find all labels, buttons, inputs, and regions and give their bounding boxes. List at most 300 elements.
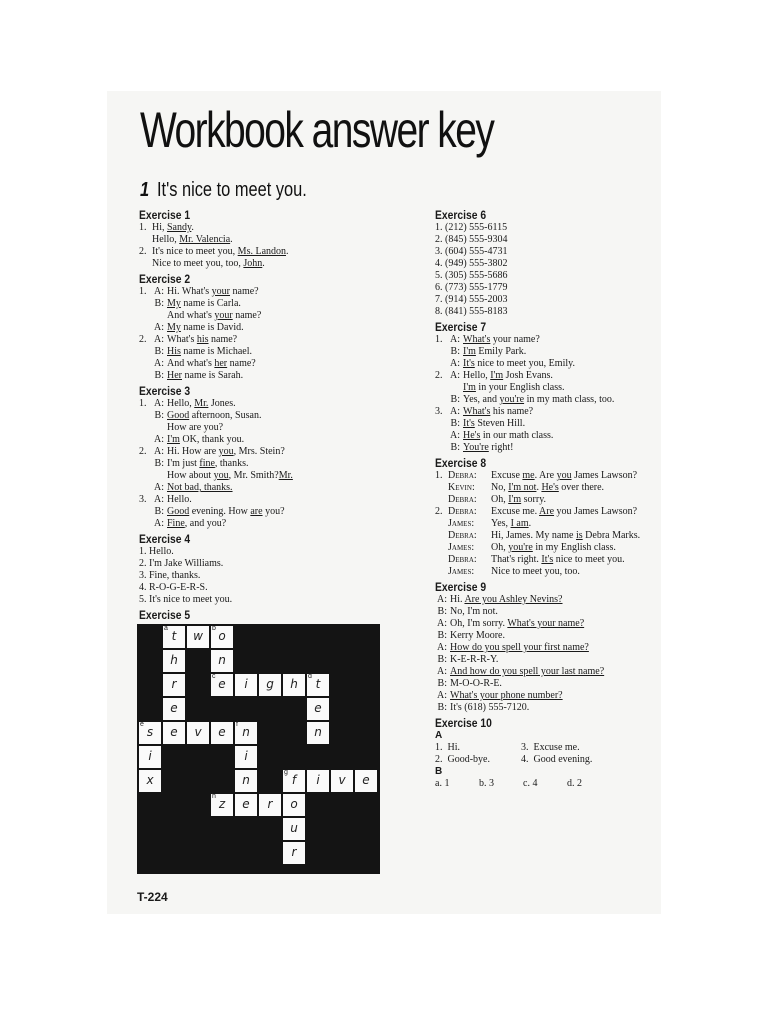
answer-line [435,382,665,394]
answer-line: 4. (949) 555-3802 [435,258,508,269]
clue-number: f [236,721,238,728]
exercise-10-part-b [435,778,665,790]
answer-line [435,630,665,642]
crossword-letter: t [315,677,321,691]
clue-number: c [212,673,216,680]
underlined-answer: My [167,322,181,333]
crossword-letter: f [291,773,297,787]
answer-text: Nice to meet you, too. [491,566,580,577]
answer-text: name? [208,334,238,345]
crossword-letter: e [170,725,178,739]
item-number: 2. [139,334,147,345]
underlined-answer: He's [541,482,559,493]
answer-text: name is David. [180,322,244,333]
answer-line [139,410,411,422]
answer-text: . [262,258,265,269]
answer-text: James Lawson? [571,470,638,481]
crossword-letter: e [362,773,370,787]
underlined-answer: John [243,258,263,269]
item-number: 3. [435,406,443,417]
item-number: 2. [139,246,147,257]
speaker-label: James: [448,518,475,529]
item-number: 2. [139,446,147,457]
crossword-letter: o [218,629,226,643]
item-number: 1. [139,286,147,297]
answer-text: Emily Park. [475,346,527,357]
underlined-answer: his [196,334,209,345]
answer-item: 4. Good evening. [521,754,593,765]
answer-line [139,470,411,482]
speaker-label: B: [437,630,447,641]
underlined-answer: What's your name? [507,618,585,629]
speaker-label: B: [450,346,460,357]
speaker-label: A: [450,370,460,381]
underlined-answer: is [576,530,583,541]
answer-text: Hello, [463,370,491,381]
answer-item: 3. Excuse me. [521,742,580,753]
speaker-label: A: [450,430,460,441]
underlined-answer: Sandy [167,222,192,233]
speaker-label: B: [154,346,164,357]
underlined-answer: I'm not [508,482,537,493]
page-number: T-224 [137,890,168,904]
answer-text: his name? [490,406,534,417]
crossword-cell [139,722,161,744]
speaker-label: B: [437,654,447,665]
answer-text: over there. [558,482,605,493]
underlined-answer: you [218,446,234,457]
crossword-cell [211,794,233,816]
answer-line: 8. (841) 555-8183 [435,306,508,317]
underlined-answer: What's [463,334,491,345]
answer-text: Jones. [208,398,236,409]
answer-text: Oh, [491,494,509,505]
exercise-10-part-b-label: B [435,766,443,777]
answer-line [435,394,665,406]
underlined-answer: me [522,470,535,481]
speaker-label: Debra: [448,470,477,481]
crossword-letter: n [314,725,322,739]
underlined-answer: Mr. Valencia [179,234,231,245]
answer-line [139,358,411,370]
exercise-10-part-a-label: A [435,730,443,741]
crossword-letter: u [290,821,298,835]
crossword-cell [307,770,329,792]
answer-line [435,690,665,702]
crossword-letter: i [148,749,152,763]
answer-line: 4. R-O-G-E-R-S. [139,582,208,593]
speaker-label: B: [450,394,460,405]
crossword-letter: v [194,725,202,739]
answer-line [139,298,411,310]
underlined-answer: I'm [490,370,504,381]
speaker-label: A: [154,446,164,457]
speaker-label: B: [154,506,164,517]
answer-text: name? [232,310,262,321]
answer-line [435,642,665,654]
answer-text: Yes, [491,518,511,529]
crossword-letter: e [242,797,250,811]
crossword-cell [163,650,185,672]
crossword-cell [139,770,161,792]
underlined-answer: you [213,470,229,481]
crossword-cell [211,722,233,744]
crossword-letter: x [146,773,154,787]
answer-text: nice to meet you. [553,554,625,565]
speaker-label: A: [154,358,164,369]
answer-text: Hi, [152,222,167,233]
left-column [139,206,411,622]
crossword-cell [139,746,161,768]
answer-text: I'm just [167,458,200,469]
underlined-answer: you're [508,542,533,553]
answer-line: 1. (212) 555-6115 [435,222,508,233]
underlined-answer: How do you spell your first name? [450,642,589,653]
crossword-cell [163,626,185,648]
answer-line [139,518,411,530]
item-number: 1. [435,334,443,345]
answer-line [139,506,411,518]
answer-text: M-O-O-R-E. [450,678,502,689]
unit-title: It's nice to meet you. [156,179,307,201]
exercise-8-answers [435,470,665,578]
answer-line [139,234,411,246]
exercise-10-heading: Exercise 10 [435,716,492,730]
answer-text: in our math class. [480,430,554,441]
answer-line: 3. (604) 555-4731 [435,246,508,257]
crossword-cell [163,674,185,696]
unit-number: 1 [140,179,150,201]
answer-line: 1. Hello. [139,546,174,557]
crossword-cell [283,842,305,864]
speaker-label: A: [154,286,164,297]
underlined-answer: It's [463,418,475,429]
answer-line [435,482,665,494]
answer-line [435,594,665,606]
crossword-cell [331,770,353,792]
answer-text: in your English class. [475,382,565,393]
underlined-answer: You're [463,442,489,453]
answer-text: you? [262,506,285,517]
exercise-8-heading: Exercise 8 [435,456,487,470]
answer-text: Kerry Moore. [450,630,505,641]
crossword-cell [235,746,257,768]
crossword-cell [259,674,281,696]
underlined-answer: your [211,286,231,297]
exercise-2-heading: Exercise 2 [139,272,191,286]
answer-item: 2. Good-bye. [435,754,490,765]
underlined-answer: Are you Ashley Nevins? [464,594,563,605]
crossword-letter: r [291,845,297,859]
underlined-answer: Are [539,506,555,517]
exercise-2-answers [139,286,411,382]
answer-text: No, I'm not. [450,606,498,617]
speaker-label: A: [154,334,164,345]
crossword-cell [211,650,233,672]
answer-text: . Are [534,470,557,481]
clue-number: h [212,793,216,800]
speaker-label: Debra: [448,554,477,565]
answer-text: right! [488,442,514,453]
underlined-answer: your [214,310,233,321]
speaker-label: A: [437,618,447,629]
answer-line [435,494,665,506]
answer-line [435,430,665,442]
answer-item: c. 4 [523,778,538,789]
speaker-label: A: [437,594,447,605]
answer-item: a. 1 [435,778,450,789]
crossword-cell [235,674,257,696]
answer-line [435,530,665,542]
crossword-cell [235,770,257,792]
item-number: 2. [435,370,443,381]
crossword-cell [187,722,209,744]
answer-text: Hi, James. My name [491,530,576,541]
speaker-label: A: [437,666,447,677]
answer-text: Hello. [167,494,192,505]
answer-line [435,470,665,482]
answer-line [139,258,411,270]
crossword-cell [283,818,305,840]
item-number: 2. [435,506,443,517]
underlined-answer: It's [541,554,554,565]
answer-line [435,542,665,554]
underlined-answer: Fine [167,518,185,529]
answer-text: And what's [167,310,215,321]
right-column [435,206,665,790]
answer-text: How about [167,470,214,481]
answer-text: evening. How [189,506,251,517]
crossword-grid [137,624,380,874]
crossword-cell [283,770,305,792]
crossword-cell [163,698,185,720]
answer-line: 3. Fine, thanks. [139,570,201,581]
answer-line [139,434,411,446]
answer-text: name? [227,358,256,369]
answer-text: No, [491,482,509,493]
crossword-cell [211,674,233,696]
answer-text: It's (618) 555-7120. [450,702,530,713]
crossword-letter: s [146,725,154,739]
crossword-letter: n [218,653,226,667]
exercise-10-part-a [435,742,665,766]
underlined-answer: I am [510,518,529,529]
crossword-letter: n [242,773,250,787]
answer-text: That's right. [491,554,542,565]
answer-text: Hi. How are [167,446,219,457]
speaker-label: A: [450,406,460,417]
answer-line [435,334,665,346]
crossword-letter: e [218,725,226,739]
exercise-4-heading: Exercise 4 [139,532,191,546]
underlined-answer: I'm [463,346,476,357]
answer-text: in my English class. [532,542,616,553]
answer-text: Oh, I'm sorry. [450,618,508,629]
speaker-label: B: [450,418,460,429]
answer-line [435,566,665,578]
exercise-1-answers [139,222,411,270]
answer-line [139,458,411,470]
answer-text: name is Carla. [180,298,241,309]
crossword-letter: t [171,629,177,643]
answer-line [435,554,665,566]
page-title: Workbook answer key [140,102,494,158]
clue-number: e [140,721,144,728]
answer-line [435,606,665,618]
exercise-4-answers [139,546,411,606]
answer-line [435,346,665,358]
crossword-cell [187,626,209,648]
answer-line [435,358,665,370]
speaker-label: Kevin: [448,482,475,493]
crossword-cell [211,626,233,648]
speaker-label: James: [448,542,475,553]
speaker-label: A: [154,494,164,505]
answer-text: you James Lawson? [554,506,638,517]
answer-line: 2. (845) 555-9304 [435,234,508,245]
crossword-letter: i [244,677,248,691]
speaker-label: B: [154,410,164,421]
crossword-letter: e [170,701,178,715]
answer-line [435,370,665,382]
speaker-label: A: [154,518,164,529]
answer-text: , and you? [184,518,227,529]
answer-line [435,518,665,530]
exercise-5-heading: Exercise 5 [139,608,191,622]
speaker-label: Debra: [448,494,477,505]
answer-line [139,482,411,494]
underlined-answer: His [167,346,181,357]
underlined-answer: And how do you spell your last name? [450,666,605,677]
clue-number: g [284,769,288,776]
answer-line [139,246,411,258]
answer-text: sorry. [521,494,547,505]
crossword-letter: g [266,677,274,691]
exercise-9-heading: Exercise 9 [435,580,487,594]
exercise-9-answers [435,594,665,714]
crossword-cell [307,698,329,720]
crossword-cell [235,794,257,816]
answer-text: Nice to meet you, too, [152,258,244,269]
item-number: 1. [139,398,147,409]
answer-text: And what's [167,358,215,369]
answer-line [435,678,665,690]
crossword-letter: i [244,749,248,763]
answer-line [435,406,665,418]
item-number: 3. [139,494,147,505]
answer-line [139,322,411,334]
crossword-letter: e [314,701,322,715]
crossword-cell [307,722,329,744]
answer-line [435,442,665,454]
underlined-answer: Ms. Landon [237,246,287,257]
answer-line [139,286,411,298]
answer-text: . [230,234,233,245]
exercise-3-heading: Exercise 3 [139,384,191,398]
underlined-answer: It's [463,358,475,369]
answer-text: in my math class, too. [524,394,615,405]
answer-text: name? [230,286,259,297]
answer-line [139,310,411,322]
crossword-cell [259,794,281,816]
crossword-cell [163,722,185,744]
speaker-label: B: [154,298,164,309]
answer-text: your name? [490,334,540,345]
exercise-6-answers [435,222,665,318]
answer-text: Oh, [491,542,509,553]
answer-item: 1. Hi. [435,742,460,753]
answer-text: nice to meet you, Emily. [474,358,575,369]
speaker-label: B: [154,458,164,469]
underlined-answer: her [214,358,228,369]
crossword-letter: z [218,797,226,811]
answer-line [435,506,665,518]
answer-text: Excuse me. [491,506,540,517]
underlined-answer: are [250,506,263,517]
underlined-answer: Her [167,370,182,381]
speaker-label: B: [437,606,447,617]
crossword-letter: v [338,773,346,787]
underlined-answer: My [167,298,181,309]
underlined-answer: Good [167,506,190,517]
exercise-10-row [435,742,665,754]
speaker-label: A: [450,358,460,369]
crossword-cell [235,722,257,744]
crossword-letter: r [267,797,273,811]
answer-line [435,654,665,666]
answer-text: name is Sarah. [182,370,244,381]
answer-item: d. 2 [567,778,582,789]
crossword-letter: e [218,677,226,691]
exercise-3-answers [139,398,411,530]
clue-number: a [164,625,168,632]
answer-line [435,702,665,714]
answer-text: . [536,482,542,493]
speaker-label: A: [154,482,164,493]
crossword-cell [283,794,305,816]
underlined-answer: fine [199,458,215,469]
answer-line: 6. (773) 555-1779 [435,282,508,293]
speaker-label: James: [448,566,475,577]
answer-text: It's nice to meet you, [152,246,238,257]
underlined-answer: you [556,470,572,481]
speaker-label: A: [154,398,164,409]
answer-line [139,222,411,234]
speaker-label: A: [450,334,460,345]
crossword-letter: h [170,653,178,667]
speaker-label: B: [437,678,447,689]
answer-text: Yes, and [463,394,500,405]
answer-text: What's [167,334,197,345]
speaker-label: B: [437,702,447,713]
answer-text: Hello, [167,398,195,409]
exercise-7-answers [435,334,665,454]
clue-number: d [308,673,312,680]
answer-line [435,618,665,630]
underlined-answer: What's your phone number? [450,690,563,701]
exercise-1-heading: Exercise 1 [139,208,191,222]
speaker-label: A: [437,642,447,653]
unit-heading [140,178,307,202]
answer-line [139,494,411,506]
speaker-label: A: [437,690,447,701]
underlined-answer: you're [499,394,525,405]
crossword-cell [355,770,377,792]
answer-text: , thanks. [214,458,249,469]
answer-text: Steven Hill. [474,418,526,429]
item-number: 1. [435,470,443,481]
answer-line [139,334,411,346]
